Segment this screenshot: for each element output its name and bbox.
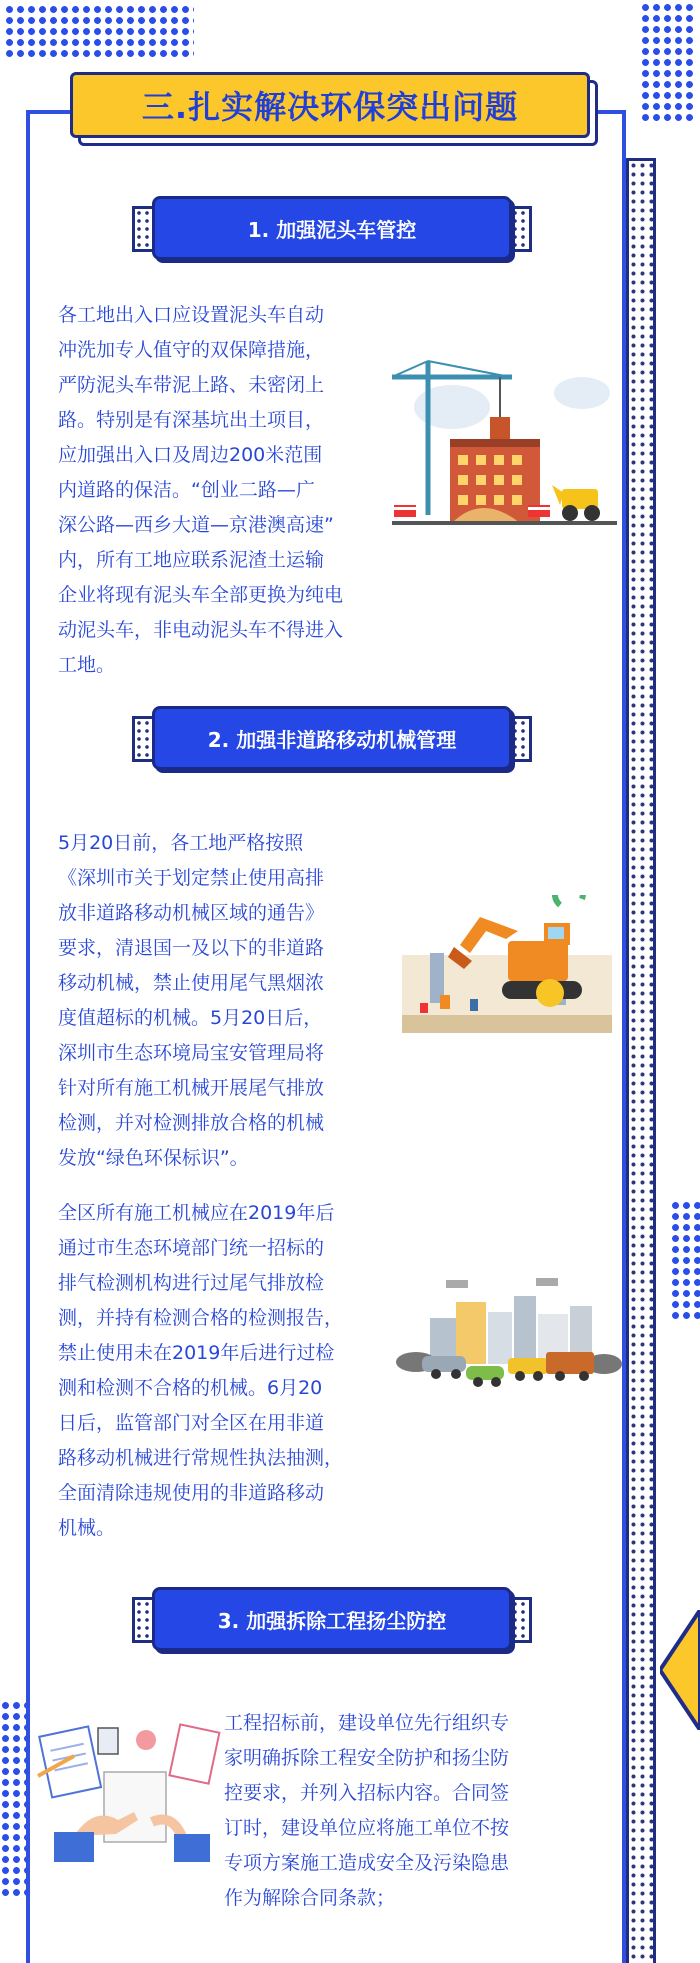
text-line: 排气检测机构进行过尾气排放检 xyxy=(58,1272,325,1294)
text-line: 工程招标前，建设单位先行组织专 xyxy=(224,1712,510,1734)
text-line: 要求，清退国一及以下的非道路 xyxy=(58,937,325,959)
section-1-heading-pill xyxy=(152,196,512,260)
section-3-heading: 3. 加强拆除工程扬尘防控 xyxy=(217,1608,447,1633)
text-line: 应加强出入口及周边200米范围 xyxy=(58,444,323,466)
text-line: 订时，建设单位应将施工单位不按 xyxy=(224,1817,510,1839)
text-line: 家明确拆除工程安全防护和扬尘防 xyxy=(224,1747,510,1769)
section-3-heading-pill xyxy=(152,1587,512,1651)
excavator-icon xyxy=(400,895,620,1035)
text-line: 深圳市生态环境局宝安管理局将 xyxy=(58,1042,325,1064)
section-2-heading: 2. 加强非道路移动机械管理 xyxy=(207,727,457,752)
paragraph-3 xyxy=(58,1196,398,1546)
text-line: 工地。 xyxy=(58,654,116,676)
text-line: 通过市生态环境部门统一招标的 xyxy=(58,1237,325,1259)
dotted-side-strip xyxy=(626,158,656,1963)
text-line: 机械。 xyxy=(58,1517,116,1539)
text-line: 冲洗加专人值守的双保障措施， xyxy=(58,339,325,361)
text-line: 发放“绿色环保标识”。 xyxy=(58,1147,249,1169)
title-banner xyxy=(70,72,590,138)
city-traffic-icon xyxy=(396,1272,622,1392)
text-line: 内，所有工地应联系泥渣土运输 xyxy=(58,549,325,571)
text-line: 企业将现有泥头车全部更换为纯电 xyxy=(58,584,344,606)
decor-dots-top-left xyxy=(4,4,194,58)
yellow-triangle-decor xyxy=(660,1610,700,1730)
text-line: 控要求，并列入招标内容。合同签 xyxy=(224,1782,510,1804)
text-line: 专项方案施工造成安全及污染隐患 xyxy=(224,1852,510,1874)
text-line: 5月20日前，各工地严格按照 xyxy=(58,832,304,854)
text-line: 路。特别是有深基坑出土项目， xyxy=(58,409,325,431)
text-line: 路移动机械进行常规性执法抽测， xyxy=(58,1447,344,1469)
text-line: 禁止使用未在2019年后进行过检 xyxy=(58,1342,335,1364)
text-line: 作为解除合同条款； xyxy=(224,1887,396,1909)
text-line: 各工地出入口应设置泥头车自动 xyxy=(58,304,325,326)
text-line: 测和检测不合格的机械。6月20 xyxy=(58,1377,323,1399)
text-line: 内道路的保洁。“创业二路—广 xyxy=(58,479,315,501)
decor-dots-top-right xyxy=(640,2,696,122)
text-line: 全面清除违规使用的非道路移动 xyxy=(58,1482,325,1504)
text-line: 《深圳市关于划定禁止使用高排 xyxy=(58,867,325,889)
section-2-heading-pill xyxy=(152,706,512,770)
paragraph-4 xyxy=(224,1706,604,1916)
page-title: 三.扎实解决环保突出问题 xyxy=(141,88,519,126)
desk-documents-icon xyxy=(34,1716,224,1866)
text-line: 深公路—西乡大道—京港澳高速” xyxy=(58,514,334,536)
text-line: 严防泥头车带泥上路、未密闭上 xyxy=(58,374,325,396)
text-line: 检测，并对检测排放合格的机械 xyxy=(58,1112,325,1134)
section-1-heading: 1. 加强泥头车管控 xyxy=(247,217,417,242)
text-line: 测，并持有检测合格的检测报告， xyxy=(58,1307,344,1329)
text-line: 日后，监管部门对全区在用非道 xyxy=(58,1412,325,1434)
text-line: 移动机械，禁止使用尾气黑烟浓 xyxy=(58,972,325,994)
paragraph-2 xyxy=(58,826,398,1176)
text-line: 全区所有施工机械应在2019年后 xyxy=(58,1202,335,1224)
decor-dots-right-mid xyxy=(670,1200,700,1320)
construction-crane-icon xyxy=(392,355,617,530)
text-line: 放非道路移动机械区域的通告》 xyxy=(58,902,325,924)
text-line: 度值超标的机械。5月20日后， xyxy=(58,1007,323,1029)
decor-dots-left-bottom xyxy=(0,1700,26,1900)
text-line: 动泥头车，非电动泥头车不得进入 xyxy=(58,619,344,641)
text-line: 针对所有施工机械开展尾气排放 xyxy=(58,1077,325,1099)
paragraph-1 xyxy=(58,298,398,683)
